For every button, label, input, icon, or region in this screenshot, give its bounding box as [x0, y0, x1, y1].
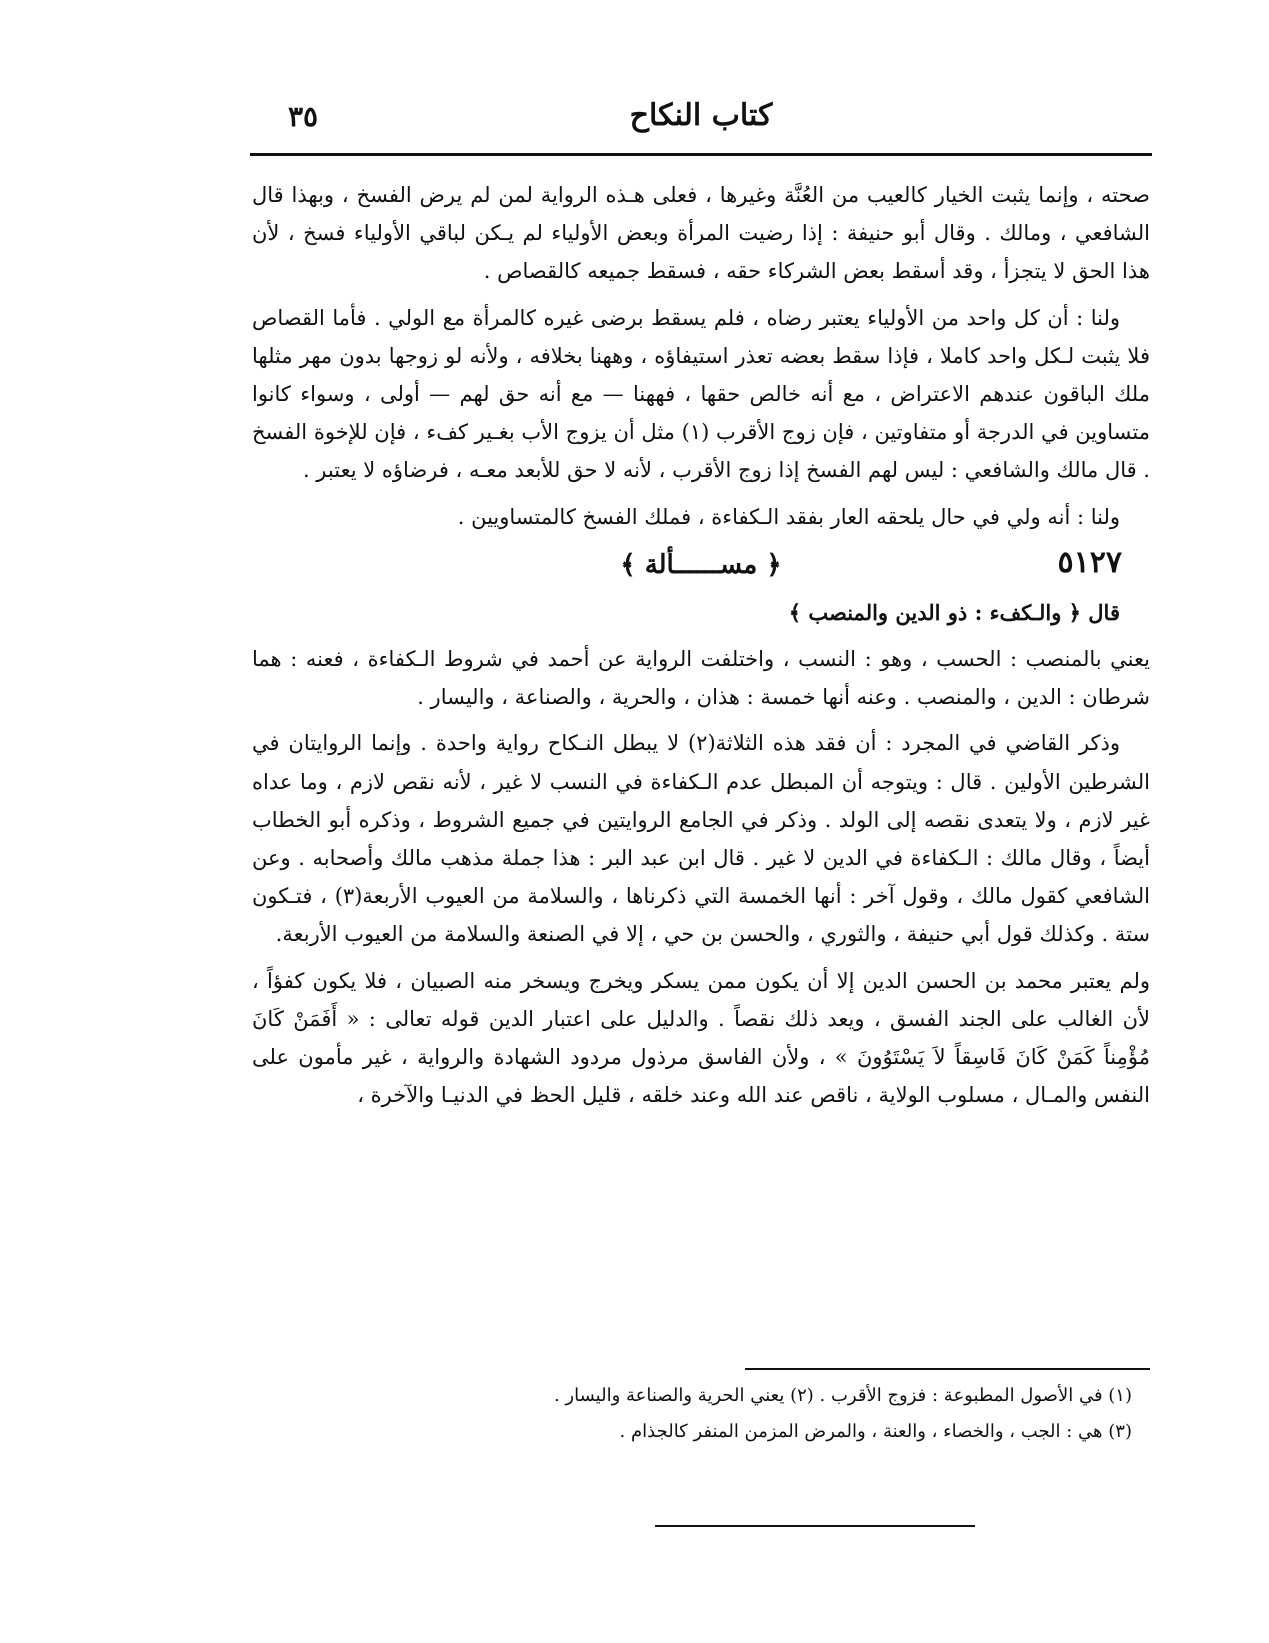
running-title: كتاب النكاح: [629, 98, 773, 133]
bottom-divider: [655, 1525, 975, 1527]
page-header: [250, 98, 1152, 148]
footnote: (١) في الأصول المطبوعة : فزوج الأقرب . (٢) يعني الحرية والصناعة واليسار .: [553, 1385, 1132, 1406]
main-text: [252, 176, 1150, 1122]
section-heading: [252, 544, 1150, 590]
footnote-divider: [745, 1368, 1150, 1370]
paragraph: يعني بالمنصب : الحسب ، وهو : النسب ، واختلفت الرواية عن أحمد في شروط الـكفاءة ، فعنه : هما شرطان : الدين ، والمنصب . وعنه أنها خمسة : هذان ، والحرية ، والصناعة ، واليسار .: [252, 647, 1150, 710]
paragraph: ولنا : أنه ولي في حال يلحقه العار بفقد الـكفاءة ، فملك الفسخ كالمتساويين .: [457, 504, 1120, 529]
page-number: ٣٥: [288, 100, 319, 133]
footnote: (٣) هي : الجب ، والخصاء ، والعنة ، والمرض المزمن المنفر كالجذام .: [619, 1421, 1132, 1442]
matn-quote: قال ﴿ والـكفء : ذو الدين والمنصب ﴾: [788, 599, 1120, 625]
header-divider: [250, 153, 1152, 156]
footnotes: [252, 1378, 1132, 1450]
paragraph: وذكر القاضي في المجرد : أن فقد هذه الثلاثة(٢) لا يبطل النـكاح رواية واحدة . وإنما الروايتان في الشرطين الأولين . قال : ويتوجه أن المبطل عدم الـكفاءة في النسب لا غير ، لأنه نقص لازم ، وما عداه غير لازم ، ولا يتعدى نقصه إلى الولد . وذكر في الجامع الروايتين في جميع الشروط ، وذكره أبو الخطاب أيضاً ، وقال مالك : الـكفاءة في الدين لا غير . قال ابن عبد البر : هذا جملة مذهب مالك وأصحابه . وعن الشافعي كقول مالك ، وقول آخر : أنها الخمسة التي ذكرناها ، والسلامة من العيوب الأربعة(٣) ، فتـكون ستة . وكذلك قول أبي حنيفة ، والثوري ، والحسن بن حي ، إلا في الصنعة والسلامة من العيوب الأربعة.: [252, 731, 1150, 947]
paragraph: صحته ، وإنما يثبت الخيار كالعيب من العُنَّة وغيرها ، فعلى هـذه الرواية لمن لم يرض الفسخ ، وبهذا قال الشافعي ، ومالك . وقال أبو حنيفة : إذا رضيت المرأة وبعض الأولياء لم يـكن لباقي الأولياء فسخ ، لأن هذا الحق لا يتجزأ ، وقد أسقط بعض الشركاء حقه ، فسقط جميعه كالقصاص .: [252, 183, 1150, 284]
section-number: ٥١٢٧: [1057, 544, 1122, 580]
paragraph: ولم يعتبر محمد بن الحسن الدين إلا أن يكون ممن يسكر ويخرج ويسخر منه الصبيان ، فلا يكون كفؤاً ، لأن الغالب على الجند الفسق ، ويعد ذلك نقصاً . والدليل على اعتبار الدين قوله تعالى : « أَفَمَنْ كَانَ مُؤْمِناً كَمَنْ كَانَ فَاسِقاً لاَ يَسْتَوُونَ » ، ولأن الفاسق مرذول مردود الشهادة والرواية ، غير مأمون على النفس والمـال ، مسلوب الولاية ، ناقص عند الله وعند خلقه ، قليل الحظ في الدنيـا والآخرة ،: [252, 968, 1150, 1108]
section-label: ﴿ مســــــألة ﴾: [620, 549, 782, 580]
paragraph: ولنا : أن كل واحد من الأولياء يعتبر رضاه ، فلم يسقط برضى غيره كالمرأة مع الولي . فأما القصاص فلا يثبت لـكل واحد كاملا ، فإذا سقط بعضه تعذر استيفاؤه ، وههنا بخلافه ، ولأنه لو زوجها بدون مهر مثلها ملك الباقون عندهم الاعتراض ، مع أنه خالص حقها ، فههنا — مع أنه حق لهم — أولى ، وسواء كانوا متساوين في الدرجة أو متفاوتين ، فإن زوج الأقرب (١) مثل أن يزوج الأب بغـير كفء ، فإن للإخوة الفسخ . قال مالك والشافعي : ليس لهم الفسخ إذا زوج الأقرب ، لأنه لا حق للأبعد معـه ، فرضاؤه لا يعتبر .: [252, 305, 1150, 483]
